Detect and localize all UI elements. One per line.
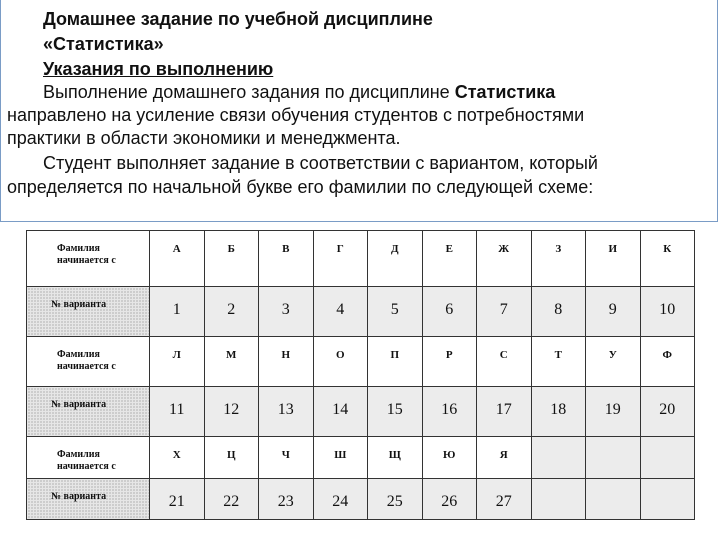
variant-number-cell: 19 — [586, 387, 641, 437]
heading-line-1: Домашнее задание по учебной дисциплине — [43, 9, 433, 29]
variant-number-cell: 7 — [477, 287, 532, 337]
row-label-surname-starts: Фамилия начинается с — [27, 231, 150, 287]
variant-number-cell: 6 — [422, 287, 477, 337]
variant-number-cell: 24 — [313, 479, 368, 520]
variant-number-cell: 8 — [531, 287, 586, 337]
variant-number-cell: 21 — [150, 479, 205, 520]
row-label-variant-number: № варианта — [27, 287, 150, 337]
variant-number-cell: 20 — [640, 387, 695, 437]
heading-line-2: «Статистика» — [43, 34, 164, 54]
letter-cell: Х — [150, 437, 205, 479]
variant-number-cell: 2 — [204, 287, 259, 337]
paragraph-2-line-2: определяется по начальной букве его фамилии по следующей схеме: — [7, 177, 594, 197]
letters-row — [27, 437, 695, 479]
letters-row — [27, 337, 695, 387]
letter-cell — [531, 437, 586, 479]
variant-number-cell: 15 — [368, 387, 423, 437]
variant-number-cell: 1 — [150, 287, 205, 337]
letter-cell: Я — [477, 437, 532, 479]
row-label-surname-starts: Фамилия начинается с — [27, 337, 150, 387]
letter-cell: К — [640, 231, 695, 287]
letter-cell: З — [531, 231, 586, 287]
letter-cell — [640, 437, 695, 479]
variant-number-cell: 13 — [259, 387, 314, 437]
letter-cell: Н — [259, 337, 314, 387]
letter-cell: Г — [313, 231, 368, 287]
letter-cell: Ф — [640, 337, 695, 387]
letter-cell: А — [150, 231, 205, 287]
letter-cell: Ю — [422, 437, 477, 479]
variant-number-cell: 5 — [368, 287, 423, 337]
letter-cell: Щ — [368, 437, 423, 479]
discipline-name: Статистика — [454, 82, 556, 102]
letter-cell: У — [586, 337, 641, 387]
paragraph-1-line-2: направлено на усиление связи обучения студентов с потребностями — [7, 105, 585, 125]
row-label-surname-starts: Фамилия начинается с — [27, 437, 150, 479]
row-label-variant-number: № варианта — [27, 387, 150, 437]
variant-number-cell — [640, 479, 695, 520]
variant-number-cell: 23 — [259, 479, 314, 520]
letter-cell: Т — [531, 337, 586, 387]
letter-cell: О — [313, 337, 368, 387]
letter-cell: Е — [422, 231, 477, 287]
variant-number-cell: 16 — [422, 387, 477, 437]
letter-cell: Ш — [313, 437, 368, 479]
paragraph-2-line-1: Студент выполняет задание в соответствии с вариантом, который — [43, 153, 598, 173]
variant-number-cell: 14 — [313, 387, 368, 437]
letter-cell: Б — [204, 231, 259, 287]
instructions-text-box — [0, 0, 718, 222]
paragraph-1-line-3: практики в области экономики и менеджмента. — [7, 128, 401, 148]
variant-number-cell: 10 — [640, 287, 695, 337]
letter-cell: В — [259, 231, 314, 287]
letter-cell: С — [477, 337, 532, 387]
variant-number-cell: 3 — [259, 287, 314, 337]
variant-number-cell: 18 — [531, 387, 586, 437]
letter-cell: И — [586, 231, 641, 287]
variant-number-cell: 9 — [586, 287, 641, 337]
paragraph-1-line-1 — [43, 81, 555, 103]
letter-cell: М — [204, 337, 259, 387]
letter-cell: Р — [422, 337, 477, 387]
subtitle: Указания по выполнению — [43, 59, 274, 79]
paragraph-1-line-1-text: Выполнение домашнего задания по дисциплине — [43, 82, 455, 102]
variant-number-cell: 25 — [368, 479, 423, 520]
variant-numbers-row — [27, 387, 695, 437]
variant-table-wrapper — [26, 230, 695, 519]
variant-table — [26, 230, 695, 520]
variant-number-cell — [586, 479, 641, 520]
variant-numbers-row — [27, 479, 695, 520]
variant-number-cell: 22 — [204, 479, 259, 520]
variant-number-cell: 4 — [313, 287, 368, 337]
letter-cell — [586, 437, 641, 479]
letter-cell: Д — [368, 231, 423, 287]
letter-cell: Ж — [477, 231, 532, 287]
variant-number-cell: 27 — [477, 479, 532, 520]
variant-number-cell — [531, 479, 586, 520]
variant-number-cell: 17 — [477, 387, 532, 437]
row-label-variant-number: № варианта — [27, 479, 150, 520]
variant-number-cell: 26 — [422, 479, 477, 520]
letter-cell: П — [368, 337, 423, 387]
letter-cell: Ц — [204, 437, 259, 479]
variant-number-cell: 12 — [204, 387, 259, 437]
letter-cell: Л — [150, 337, 205, 387]
variant-numbers-row — [27, 287, 695, 337]
letter-cell: Ч — [259, 437, 314, 479]
variant-number-cell: 11 — [150, 387, 205, 437]
letters-row — [27, 231, 695, 287]
